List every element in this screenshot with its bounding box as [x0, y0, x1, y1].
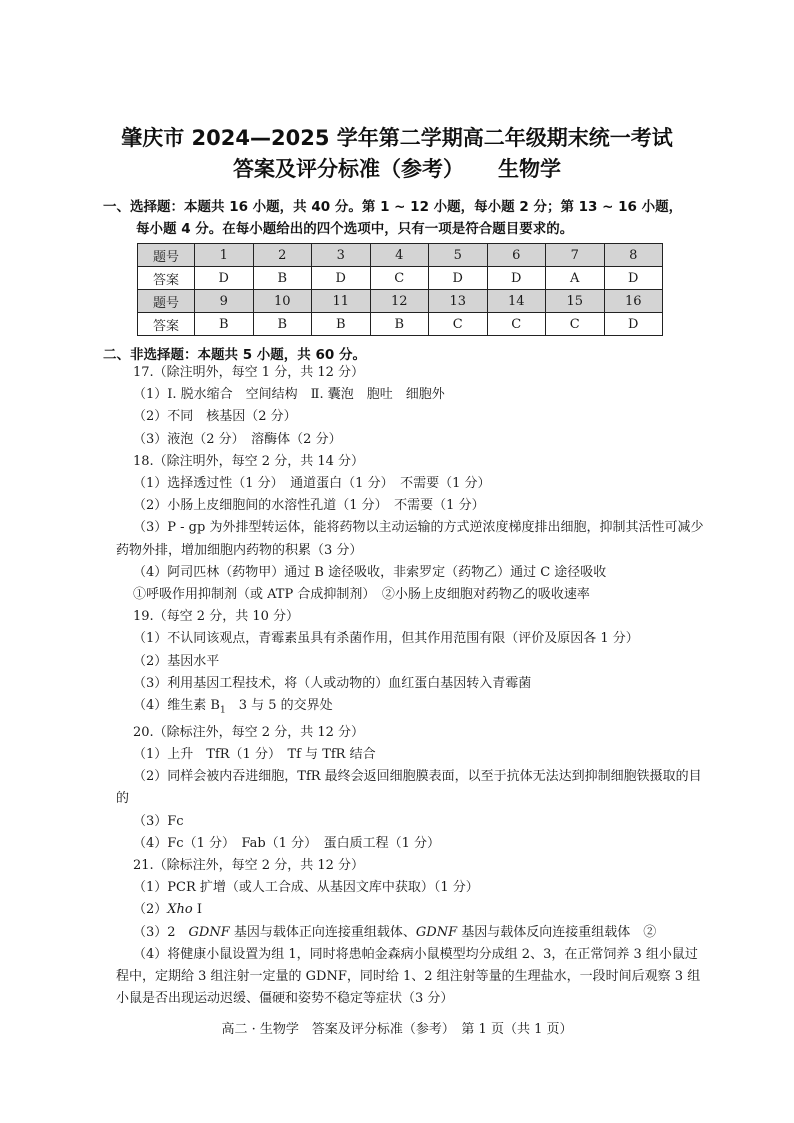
answer-table: [137, 243, 663, 336]
q17-part1: （1）Ⅰ. 脱水缩合 空间结构 Ⅱ. 囊泡 胞吐 细胞外: [133, 387, 445, 403]
title-line-2: [0, 153, 794, 183]
question-number: 5: [429, 244, 488, 267]
section1-heading: [103, 196, 703, 240]
answer-cell: C: [370, 267, 429, 290]
q19-part2: （2）基因水平: [133, 653, 220, 669]
section1-heading-line1: 一、选择题：本题共 16 小题，共 40 分。第 1 ~ 12 小题，每小题 2 分；第 13 ~ 16 小题，: [103, 199, 683, 215]
section2-heading: 二、非选择题：本题共 5 小题，共 60 分。: [103, 347, 366, 363]
question-number: 2: [253, 244, 312, 267]
q17-header: 17.（除注明外，每空 1 分，共 12 分）: [133, 365, 365, 380]
q18-part2: （2）小肠上皮细胞间的水溶性孔道（1 分） 不需要（1 分）: [133, 498, 485, 514]
answer-cell: C: [487, 313, 546, 336]
question-number: 1: [195, 244, 254, 267]
question-number: 13: [429, 290, 488, 313]
q19-part4: [116, 695, 706, 722]
table-row: [138, 313, 663, 336]
question-number: 10: [253, 290, 312, 313]
q21-part3-suffix: 基因与载体反向连接重组载体 ②: [457, 924, 657, 940]
question-number: 16: [604, 290, 663, 313]
answer-cell: C: [429, 313, 488, 336]
answer-cell: D: [604, 313, 663, 336]
question-number: 7: [546, 244, 605, 267]
row-label-question: 题号: [138, 244, 195, 267]
q19-part4-text: （4）维生素 B: [133, 698, 220, 714]
q18-part4a: （4）阿司匹林（药物甲）通过 B 途径吸收，非索罗定（药物乙）通过 C 途径吸收: [133, 564, 607, 580]
q21-part3-mid: 基因与载体正向连接重组载体、: [229, 924, 416, 940]
q18-part1: （1）选择透过性（1 分） 通道蛋白（1 分） 不需要（1 分）: [133, 476, 491, 492]
q19-part4-subscript: 1: [219, 705, 226, 716]
row-label-answer: 答案: [138, 267, 195, 290]
question-number: 8: [604, 244, 663, 267]
section1-heading-line2: 每小题 4 分。在每小题给出的四个选项中，只有一项是符合题目要求的。: [136, 221, 574, 237]
q20-part1: （1）上升 TfR（1 分） Tf 与 TfR 结合: [133, 747, 376, 763]
q21-part1: （1）PCR 扩增（或人工合成、从基因文库中获取）（1 分）: [133, 880, 479, 896]
q20-part4: （4）Fc（1 分） Fab（1 分） 蛋白质工程（1 分）: [133, 835, 440, 851]
q19-header: 19.（每空 2 分，共 10 分）: [133, 609, 300, 625]
q19-part4-rest: 3 与 5 的交界处: [225, 698, 333, 714]
q17-part2: （2）不同 核基因（2 分）: [133, 409, 297, 425]
question-number: 12: [370, 290, 429, 313]
answer-cell: D: [487, 267, 546, 290]
row-label-question: 题号: [138, 290, 195, 313]
question-number: 11: [312, 290, 371, 313]
answer-cell: D: [429, 267, 488, 290]
answer-cell: D: [604, 267, 663, 290]
answer-cell: C: [546, 313, 605, 336]
q17-part3: （3）液泡（2 分） 溶酶体（2 分）: [133, 431, 342, 447]
row-label-answer: 答案: [138, 313, 195, 336]
answer-cell: B: [195, 313, 254, 336]
question-number: 9: [195, 290, 254, 313]
q18-part4b: ①呼吸作用抑制剂（或 ATP 合成抑制剂） ②小肠上皮细胞对药物乙的吸收速率: [133, 587, 590, 603]
answer-cell: D: [195, 267, 254, 290]
table-row: [138, 267, 663, 290]
q21-part3-gene-1: GDNF: [188, 924, 230, 940]
answer-cell: B: [253, 267, 312, 290]
title-line-1: 肇庆市 2024—2025 学年第二学期高二年级期末统一考试: [121, 126, 673, 150]
answer-cell: D: [312, 267, 371, 290]
q21-part2-suffix: Ⅰ: [192, 902, 203, 918]
q20-part2: （2）同样会被内吞进细胞，TfR 最终会返回细胞膜表面，以至于抗体无法达到抑制细胞铁摄取的目的: [116, 769, 702, 807]
table-row: [138, 244, 663, 267]
q19-part1: （1）不认同该观点，青霉素虽具有杀菌作用，但其作用范围有限（评价及原因各 1 分）: [133, 631, 639, 647]
q21-part3: [116, 922, 706, 944]
question-number: 3: [312, 244, 371, 267]
answer-cell: B: [370, 313, 429, 336]
q20-header: 20.（除标注外，每空 2 分，共 12 分）: [133, 724, 365, 740]
section2-answers: [116, 362, 706, 1010]
title-subject: 生物学: [498, 157, 561, 181]
q21-part2: [116, 899, 706, 921]
question-number: 6: [487, 244, 546, 267]
q18-part3: （3）P - gp 为外排型转运体，能将药物以主动运输的方式逆浓度梯度排出细胞，抑制其活性可减少药物外排，增加细胞内药物的积累（3 分）: [116, 520, 704, 558]
q19-part3: （3）利用基因工程技术，将（人或动物的）血红蛋白基因转入青霉菌: [133, 675, 532, 691]
title-answer-standard: 答案及评分标准（参考）: [233, 157, 464, 181]
table-row: [138, 290, 663, 313]
q21-part2-enzyme: Xho: [167, 902, 193, 918]
answer-cell: A: [546, 267, 605, 290]
q21-part3-gene-2: GDNF: [415, 924, 458, 940]
page-footer: 高二 · 生物学 答案及评分标准（参考） 第 1 页（共 1 页）: [221, 1022, 573, 1037]
q21-part3-prefix: （3）2: [133, 924, 189, 940]
q18-header: 18.（除注明外，每空 2 分，共 14 分）: [133, 453, 365, 469]
question-number: 15: [546, 290, 605, 313]
q21-part4: （4）将健康小鼠设置为组 1，同时将患帕金森病小鼠模型均分成组 2、3，在正常饲养 3 组小鼠过程中，定期给 3 组注射一定量的 GDNF，同时给 1、2 组注射等量的生理盐水，一段时间后观察 3 组小鼠是否出现运动迟缓、僵硬和姿势不稳定等症状（3 分）: [116, 946, 701, 1007]
answer-cell: B: [253, 313, 312, 336]
answer-cell: B: [312, 313, 371, 336]
question-number: 14: [487, 290, 546, 313]
q21-part2-prefix: （2）: [133, 902, 168, 918]
q21-header: 21.（除标注外，每空 2 分，共 12 分）: [133, 858, 365, 874]
q20-part3: （3）Fc: [133, 813, 184, 829]
question-number: 4: [370, 244, 429, 267]
